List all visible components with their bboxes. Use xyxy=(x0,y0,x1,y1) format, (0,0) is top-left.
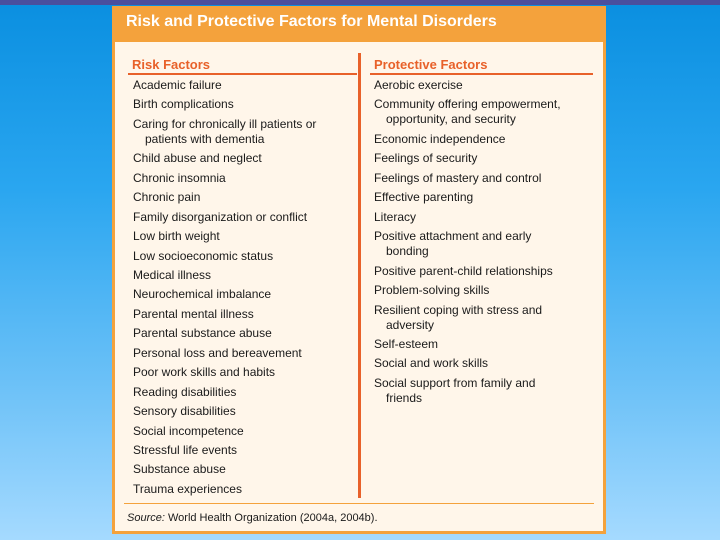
protective-factor-item-line: Positive attachment and early xyxy=(374,229,532,244)
risk-factor-item: Low socioeconomic status xyxy=(133,248,274,263)
risk-factor-item xyxy=(133,117,355,152)
protective-factor-item: Effective parenting xyxy=(374,190,474,205)
protective-factor-item-line: adversity xyxy=(386,317,435,332)
protective-factor-item: Feelings of security xyxy=(374,151,478,166)
protective-factor-item: Economic independence xyxy=(374,131,506,146)
card-title: Risk and Protective Factors for Mental Disorders xyxy=(126,13,497,30)
protective-factor-item xyxy=(374,376,596,411)
risk-header-rule xyxy=(128,73,357,75)
risk-factors-header: Risk Factors xyxy=(132,57,211,72)
risk-factor-item: Birth complications xyxy=(133,97,234,112)
source-note xyxy=(127,512,378,524)
protective-factor-item: Problem-solving skills xyxy=(374,283,490,298)
risk-factor-item: Social incompetence xyxy=(133,423,244,438)
protective-factors-header: Protective Factors xyxy=(374,57,488,72)
protective-factor-item-line: Resilient coping with stress and xyxy=(374,302,543,317)
protective-factor-item: Literacy xyxy=(374,209,417,224)
risk-factor-item: Parental mental illness xyxy=(133,306,254,321)
risk-factor-item-line: patients with dementia xyxy=(145,131,265,146)
source-rule xyxy=(124,503,594,504)
risk-factors-list xyxy=(133,78,355,501)
risk-factor-item: Chronic pain xyxy=(133,190,201,205)
protective-factor-item xyxy=(374,97,596,132)
protective-header-rule xyxy=(370,73,593,75)
title-band xyxy=(115,6,603,42)
protective-factor-item xyxy=(374,303,596,338)
risk-factor-item: Trauma experiences xyxy=(133,481,242,496)
protective-factor-item-line: bonding xyxy=(386,244,429,259)
protective-factor-item: Aerobic exercise xyxy=(374,78,463,92)
protective-factor-item: Positive parent-child relationships xyxy=(374,263,553,278)
risk-factor-item-line: Caring for chronically ill patients or xyxy=(133,116,317,131)
risk-factor-item: Poor work skills and habits xyxy=(133,365,276,380)
risk-factor-item: Family disorganization or conflict xyxy=(133,209,308,224)
protective-factor-item-line: friends xyxy=(386,390,423,405)
risk-factor-item: Neurochemical imbalance xyxy=(133,287,272,302)
source-label: Source: xyxy=(127,512,165,524)
risk-factor-item: Sensory disabilities xyxy=(133,404,236,419)
protective-factor-item: Self-esteem xyxy=(374,337,439,351)
protective-factor-item-line: Community offering empowerment, xyxy=(374,97,561,112)
risk-factor-item: Academic failure xyxy=(133,78,222,92)
protective-factor-item: Feelings of mastery and control xyxy=(374,170,542,185)
risk-factor-item: Chronic insomnia xyxy=(133,170,226,185)
risk-factor-item: Stressful life events xyxy=(133,442,238,457)
protective-factors-list xyxy=(374,78,596,410)
top-bar xyxy=(0,0,720,5)
protective-factor-item-line: opportunity, and security xyxy=(386,112,516,127)
risk-factor-item: Low birth weight xyxy=(133,229,220,244)
risk-factor-item: Child abuse and neglect xyxy=(133,151,262,166)
protective-factor-item xyxy=(374,229,596,264)
risk-factor-item: Reading disabilities xyxy=(133,384,237,399)
source-text: World Health Organization (2004a, 2004b). xyxy=(164,512,378,524)
risk-factor-item: Substance abuse xyxy=(133,462,226,477)
factors-card xyxy=(112,6,606,534)
risk-factor-item: Medical illness xyxy=(133,268,212,282)
risk-factor-item: Parental substance abuse xyxy=(133,326,272,341)
protective-factor-item-line: Social support from family and xyxy=(374,375,536,390)
risk-factor-item: Personal loss and bereavement xyxy=(133,345,302,360)
protective-factor-item: Social and work skills xyxy=(374,356,489,371)
column-divider xyxy=(358,53,361,498)
